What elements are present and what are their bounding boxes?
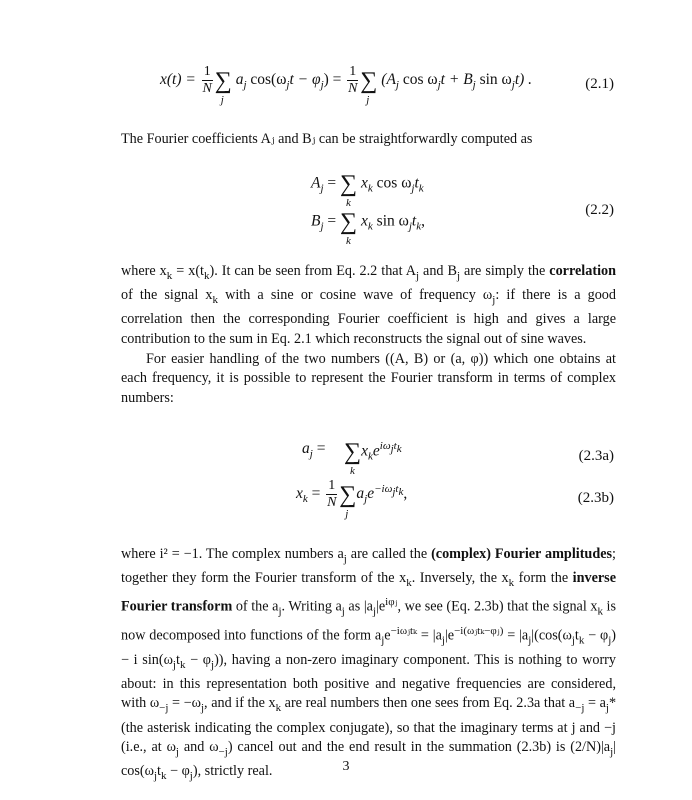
p4-sub: j bbox=[211, 658, 215, 671]
eq21-text: (A bbox=[381, 71, 396, 89]
eq23b-frac-den: N bbox=[327, 495, 337, 510]
eq22-sum-symbol-1: ∑ k bbox=[340, 171, 358, 209]
eq21-sum-symbol: ∑ j bbox=[214, 67, 232, 106]
eq23b-sup-sub: j bbox=[392, 486, 396, 499]
p4-sub: j bbox=[343, 552, 347, 565]
p4-text: | cos(ω bbox=[121, 738, 617, 779]
eq23b-frac-num: 1 bbox=[328, 478, 336, 493]
p4-sub: j bbox=[172, 658, 176, 671]
paragraph-intro bbox=[121, 130, 616, 149]
p4-text: = |a bbox=[417, 627, 442, 644]
p4-text: t bbox=[574, 627, 579, 644]
eq23b-sub: j bbox=[364, 493, 368, 506]
eq23a-sub: j bbox=[309, 448, 313, 461]
eq21-text: cos ω bbox=[398, 71, 438, 89]
eq21-number: (2.1) bbox=[585, 76, 614, 92]
eq22-rhs: x bbox=[361, 174, 368, 192]
p4-sub: j bbox=[278, 605, 282, 618]
p4-text: , we see (Eq. 2.3b) that the signal x bbox=[397, 598, 598, 615]
eq22-eq: = bbox=[323, 212, 337, 230]
p4-text: ) − i sin(ω bbox=[121, 627, 617, 668]
eq21-frac-num: 1 bbox=[203, 64, 211, 79]
eq23a-sup-sub: j bbox=[390, 443, 394, 456]
eq22-number: (2.2) bbox=[585, 202, 614, 218]
page-number: 3 bbox=[342, 759, 350, 774]
p4-sub: −j bbox=[218, 745, 228, 758]
eq23a-sup: iω bbox=[379, 440, 391, 453]
eq23a-lhs: a bbox=[302, 440, 310, 457]
p2-text: are simply the bbox=[460, 263, 550, 279]
eq21-text: ) = bbox=[323, 71, 342, 89]
p4-sub: j bbox=[372, 605, 377, 618]
equation-2-2 bbox=[0, 172, 692, 252]
eq21-frac-den: N bbox=[202, 81, 212, 96]
paragraph-correlation bbox=[121, 262, 616, 349]
p2-sub: j bbox=[415, 269, 420, 282]
eq22-sub: k bbox=[418, 182, 424, 195]
p4-sub: k bbox=[578, 634, 585, 647]
p4-sub: k bbox=[179, 658, 186, 671]
p4-sub: j bbox=[610, 745, 614, 758]
paragraph-complex bbox=[121, 350, 616, 408]
eq23a-sup: t bbox=[393, 440, 397, 453]
p4-text: |e bbox=[376, 598, 386, 615]
eq22-rhs: t bbox=[414, 174, 419, 192]
eq21-sub: j bbox=[286, 79, 290, 92]
p2-sub: j bbox=[492, 293, 496, 306]
eq23a-sum-index: k bbox=[350, 465, 355, 477]
eq22-sub: k bbox=[416, 220, 422, 233]
p4-sub: j bbox=[189, 769, 193, 782]
p4-sub: j bbox=[528, 634, 532, 647]
eq21-sum-index-2: j bbox=[366, 93, 370, 106]
p4-text: are real numbers then one sees from Eq. 2.3a that a bbox=[281, 695, 576, 712]
eq23a-eq: = bbox=[312, 440, 326, 457]
p4-text: t bbox=[175, 651, 180, 668]
p4-text: as |a bbox=[344, 598, 373, 615]
p4-bold-term: inverse Fourier transform bbox=[121, 570, 616, 615]
p4-text: . Inversely, the x bbox=[411, 570, 509, 587]
p4-text: is now decomposed into functions of the form a bbox=[121, 598, 616, 644]
eq21-sub: j bbox=[243, 79, 247, 92]
eq21-frac-den-2: N bbox=[348, 81, 358, 96]
eq23b-lhs: x bbox=[296, 485, 303, 503]
p4-sub: k bbox=[508, 576, 515, 589]
p2-text: with a sine or cosine wave of frequency ω bbox=[217, 287, 493, 304]
eq23b-sub: k bbox=[302, 493, 308, 506]
p2-sub: j bbox=[456, 269, 461, 282]
p2-text: : if there is a good correlation then the corresponding Fourier coefficient is high and gives a large contribution to the sum in Eq. 2.1 which reconstructs the signal out of sine waves. bbox=[121, 287, 616, 347]
p4-sup: iφⱼ bbox=[385, 596, 398, 609]
p2-text: of the signal x bbox=[121, 287, 213, 304]
p2-text: and B bbox=[419, 263, 457, 279]
p4-text: = −ω bbox=[168, 695, 201, 712]
p4-text: |(cos(ω bbox=[531, 627, 572, 644]
eq21-sub: j bbox=[437, 79, 441, 92]
paragraph-4-text bbox=[121, 545, 616, 786]
eq21-sub: j bbox=[472, 79, 476, 92]
p4-sub: j bbox=[441, 634, 445, 647]
p4-sub: k bbox=[406, 576, 412, 589]
eq23b-number: (2.3b) bbox=[577, 490, 614, 506]
p4-text: t bbox=[157, 762, 161, 779]
eq23a-number: (2.3a) bbox=[578, 448, 614, 464]
p2-text: = x(t bbox=[172, 263, 204, 279]
eq22-eq: = bbox=[323, 174, 337, 192]
eq22-rhs: t bbox=[411, 212, 417, 230]
p4-text: − φ bbox=[185, 651, 211, 668]
p4-sub: k bbox=[597, 605, 603, 618]
eq23b-sum-symbol: ∑ j bbox=[339, 481, 357, 520]
eq22-sum-symbol-2: ∑ k bbox=[340, 209, 358, 247]
p4-text: , and if the x bbox=[204, 695, 276, 712]
p4-text: |e bbox=[444, 627, 455, 644]
p4-text: ), strictly real. bbox=[192, 762, 273, 779]
eq23b-sup: −iω bbox=[374, 482, 393, 495]
p4-sub: j bbox=[341, 605, 345, 618]
eq23a-sum-symbol: ∑ k bbox=[344, 439, 362, 477]
eq21-text: t + B bbox=[440, 71, 473, 89]
p4-sub: j bbox=[608, 634, 612, 647]
eq21-sub: j bbox=[395, 79, 399, 92]
p2-sub: k bbox=[166, 269, 173, 282]
p2-sub: k bbox=[204, 269, 210, 282]
p4-text: − φ bbox=[584, 627, 609, 644]
p4-sub: j bbox=[381, 634, 385, 647]
p2-sub: k bbox=[212, 293, 218, 306]
eq23b-rhs: a bbox=[356, 485, 365, 503]
p4-text: = |a bbox=[503, 627, 529, 644]
eq21-frac-num-2: 1 bbox=[349, 64, 357, 79]
p4-sub: −j bbox=[159, 702, 169, 715]
eq22-rhs: x bbox=[361, 212, 368, 230]
eq21-term: a bbox=[235, 71, 244, 89]
eq23a-rhs: x bbox=[361, 442, 368, 460]
p4-sub: j bbox=[175, 745, 179, 758]
eq22-sub: k bbox=[367, 220, 373, 233]
eq21-text: cos(ω bbox=[246, 71, 287, 89]
p4-text: of the a bbox=[232, 598, 279, 615]
paragraph-3-text: For easier handling of the two numbers ((A, B) or (a, φ)) which one obtains at each frequency, it is possible to represent the Fourier transform in terms of complex numbers: bbox=[121, 351, 616, 406]
p4-sub: j bbox=[153, 769, 158, 782]
eq21-sub: j bbox=[511, 79, 515, 92]
eq22-sub: k bbox=[367, 182, 373, 195]
eq22-lhs-2: B bbox=[311, 212, 321, 230]
p2-text: ). It can be seen from Eq. 2.2 that A bbox=[209, 263, 416, 279]
p2-bold-term: correlation bbox=[549, 263, 616, 279]
p4-sub: k bbox=[161, 769, 167, 782]
paragraph-1-text: The Fourier coefficients Aⱼ and Bⱼ can be straightforwardly computed as bbox=[121, 131, 533, 147]
eq22-sum-index-1: k bbox=[346, 197, 351, 209]
eq22-sub: j bbox=[320, 220, 324, 233]
eq21-lhs: x(t) = bbox=[160, 71, 196, 89]
eq22-rhs: cos ω bbox=[372, 174, 412, 192]
eq23a-sub: k bbox=[368, 450, 373, 463]
p4-text: . Writing a bbox=[281, 598, 342, 615]
p4-sub: −j bbox=[575, 702, 585, 715]
eq22-end: , bbox=[421, 212, 425, 230]
p4-text: form the bbox=[514, 570, 573, 587]
p4-sub: j bbox=[200, 702, 205, 715]
p4-bold-term: (complex) Fourier amplitudes bbox=[431, 546, 613, 562]
eq23a-rhs: e bbox=[372, 442, 380, 460]
p4-sub: k bbox=[275, 702, 282, 715]
eq21-text: t) . bbox=[514, 71, 533, 89]
eq23b-sum-index: j bbox=[345, 507, 349, 520]
p4-text: * (the asterisk indicating the complex conjugate), so that the imaginary terms at j and −j (i.e., at ω bbox=[121, 695, 617, 755]
eq22-sub: j bbox=[320, 182, 324, 195]
eq21-sum-symbol-2: ∑ j bbox=[360, 67, 378, 106]
eq23b-eq: = bbox=[307, 485, 321, 503]
eq23b-sup: t bbox=[395, 482, 399, 495]
p4-text: )), having a non-zero imaginary component. This is nothing to worry about: in this representation both positive and negative frequencies are considered, with ω bbox=[121, 651, 616, 712]
p4-text: − φ bbox=[166, 762, 190, 779]
eq23a-sup-sub: k bbox=[396, 443, 402, 456]
eq22-sub: j bbox=[408, 220, 412, 233]
eq22-lhs-1: A bbox=[311, 174, 321, 192]
eq22-sub: j bbox=[411, 182, 415, 195]
p2-text: where x bbox=[121, 263, 167, 279]
p4-sup: −i(ωⱼtₖ−φⱼ) bbox=[454, 625, 504, 638]
eq21-sum-index: j bbox=[220, 93, 224, 106]
p4-text: ) cancel out and the end result in the summation (2.3b) is (2/N)|a bbox=[227, 738, 611, 755]
eq23b-end: , bbox=[403, 485, 408, 503]
p4-sub: j bbox=[605, 702, 609, 715]
p4-text: e bbox=[384, 627, 391, 644]
eq21-text: sin ω bbox=[475, 71, 512, 89]
p4-text: and ω bbox=[178, 738, 219, 755]
p4-text: ; together they form the Fourier transform of the x bbox=[121, 546, 616, 587]
eq21-text: t − φ bbox=[289, 71, 321, 89]
p4-sup: −iωⱼtₖ bbox=[390, 625, 418, 638]
p4-text: where i² = −1. The complex numbers a bbox=[121, 546, 344, 562]
paragraph-amplitudes bbox=[121, 545, 616, 786]
p4-text: are called the bbox=[346, 546, 432, 562]
eq23b-rhs: e bbox=[367, 485, 375, 503]
p4-text: = a bbox=[584, 695, 606, 712]
paragraph-2-text bbox=[121, 262, 616, 349]
eq22-sum-index-2: k bbox=[346, 235, 351, 247]
eq22-rhs: sin ω bbox=[372, 212, 409, 230]
eq23b-sup-sub: k bbox=[398, 486, 404, 499]
eq21-sub: j bbox=[320, 79, 324, 92]
p4-sub: j bbox=[571, 634, 575, 647]
